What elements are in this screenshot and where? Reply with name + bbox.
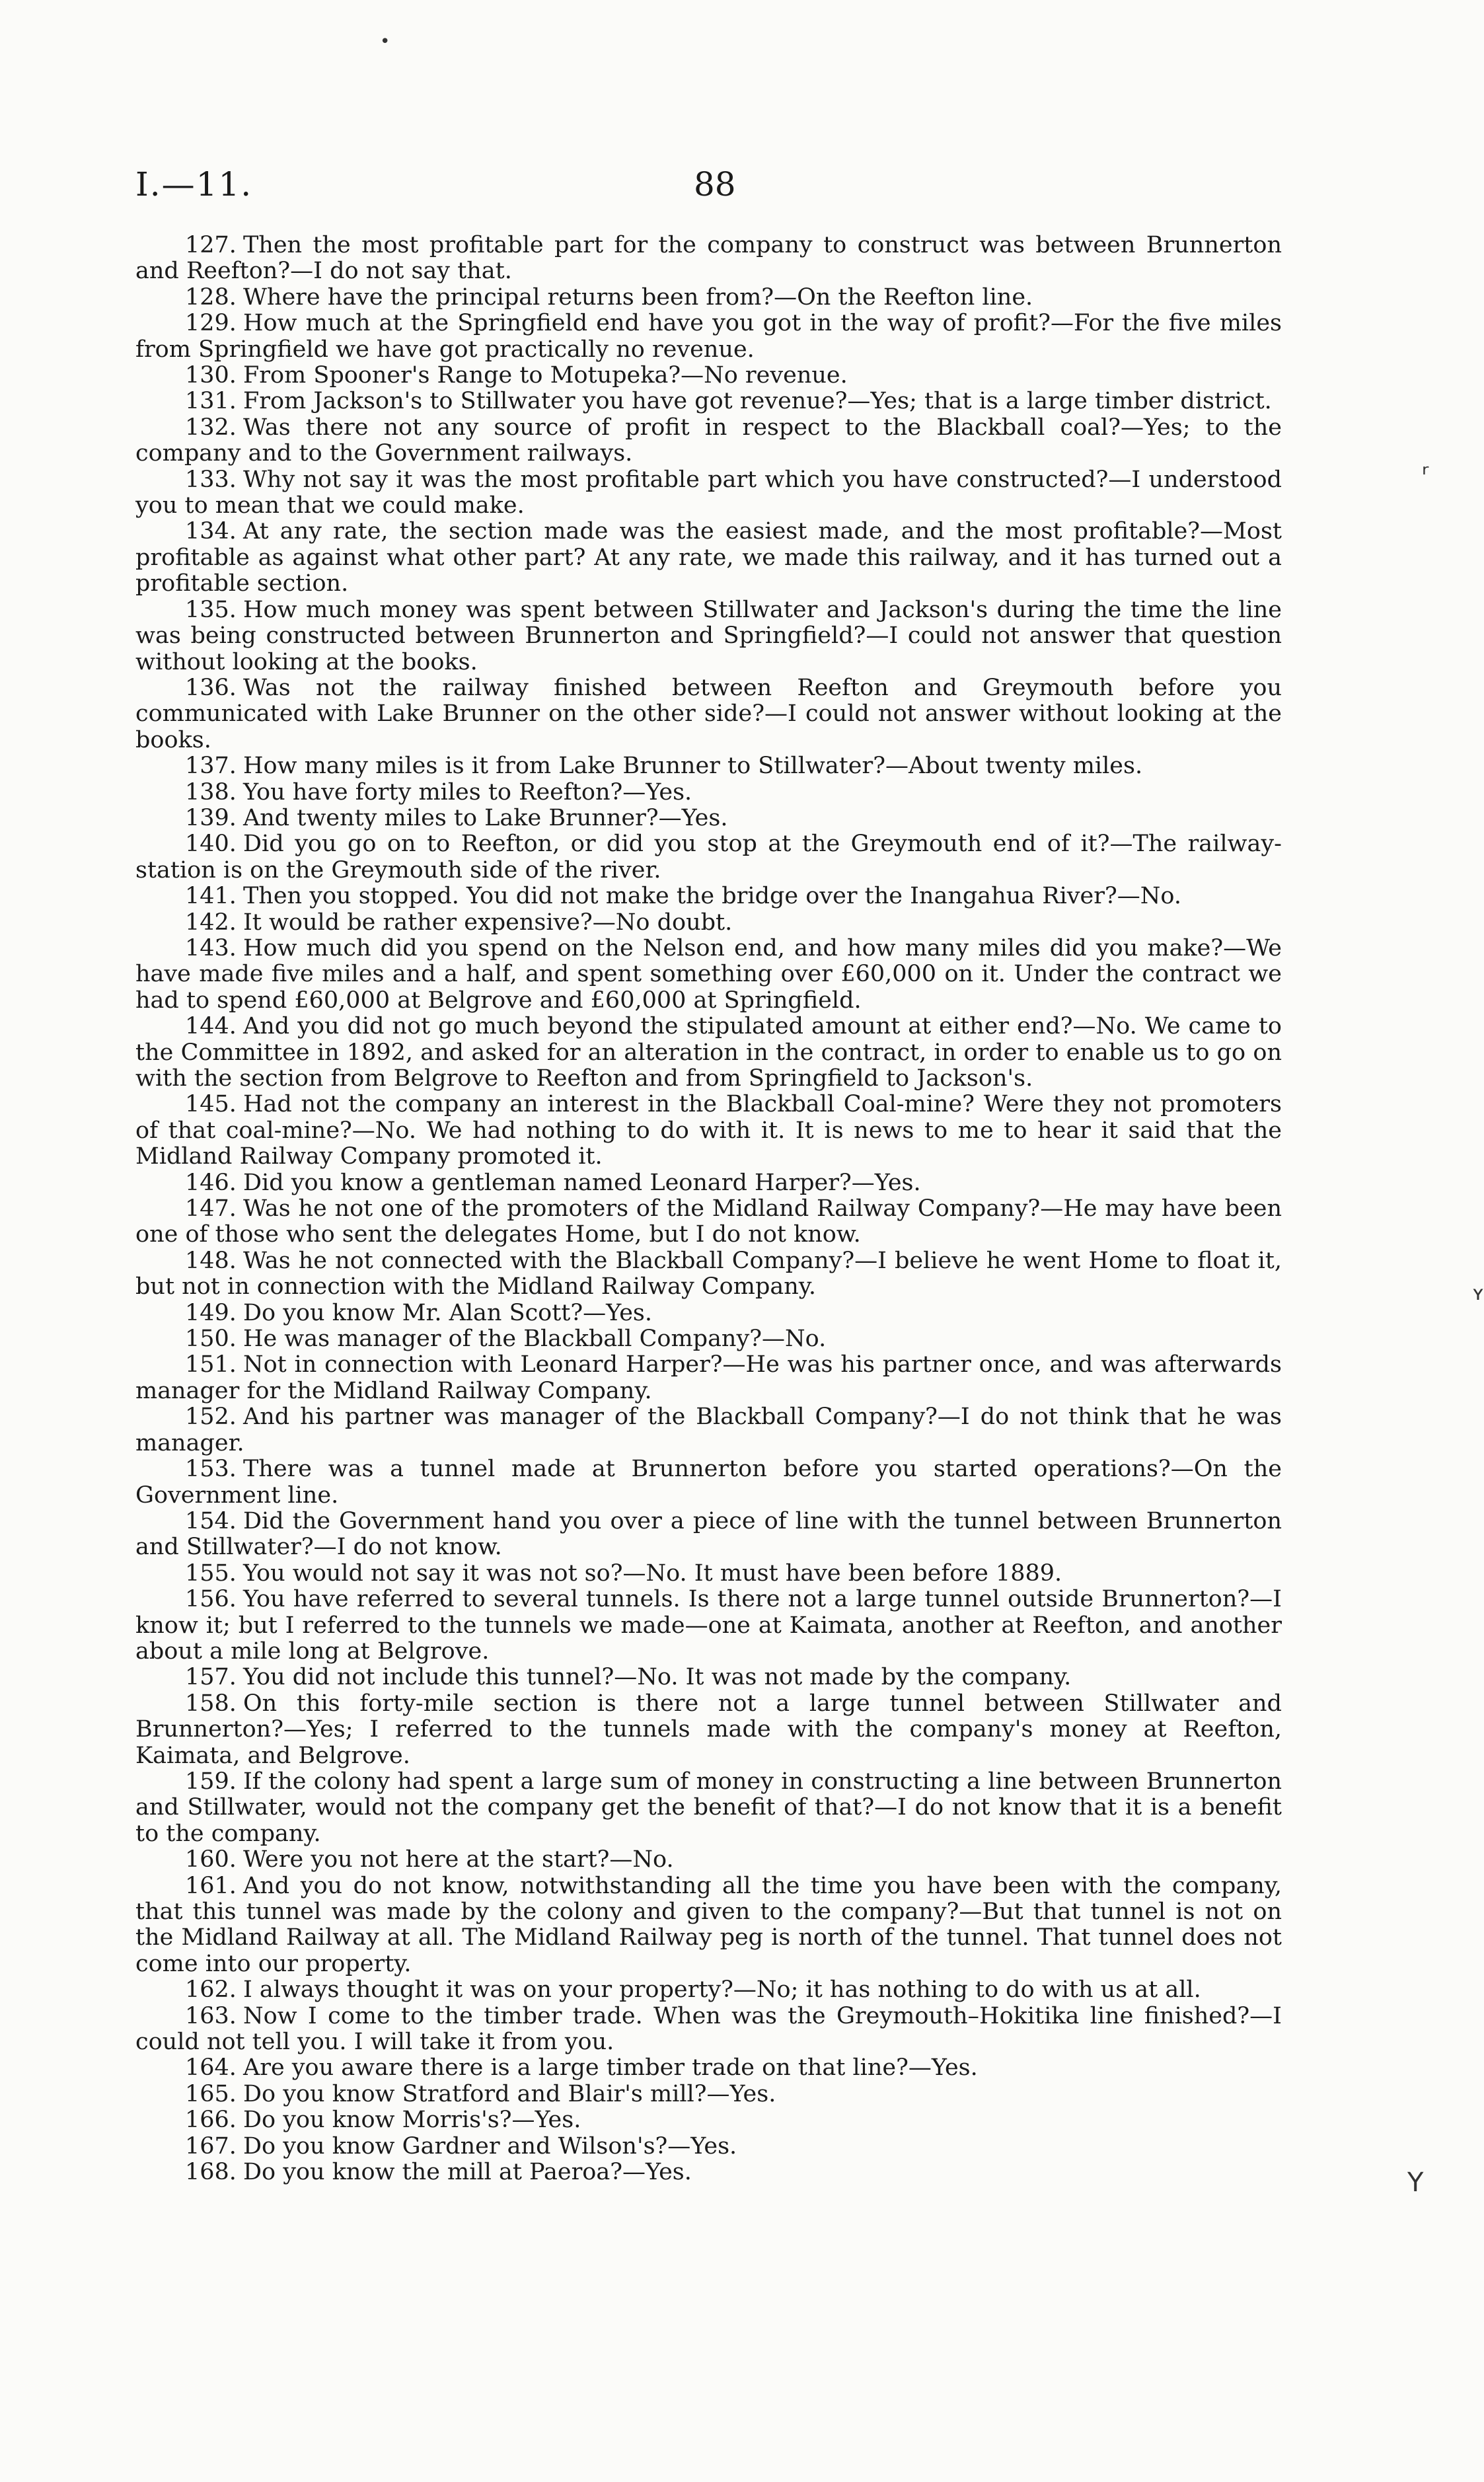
question-text: You did not include this tunnel?—No. It was not made by the company. [242,1664,1072,1691]
question-text: He was manager of the Blackball Company?—No. [242,1326,827,1353]
question-text: Then the most profitable part for the company to construct was between Brunnerton and Reefton?—I do not say that. [135,232,1282,285]
question-number: 130. [185,362,237,389]
qa-paragraph [135,285,1282,311]
question-text: Do you know the mill at Paeroa?—Yes. [242,2159,692,2186]
qa-paragraph [135,1509,1282,1561]
qa-paragraph [135,1092,1282,1170]
question-text: Were you not here at the start?—No. [242,1846,674,1873]
question-number: 162. [185,1976,237,2004]
question-text: There was a tunnel made at Brunnerton before you started operations?—On the Government line. [135,1456,1282,1509]
question-text: How many miles is it from Lake Brunner to Stillwater?—About twenty miles. [242,753,1143,780]
question-text: Now I come to the timber trade. When was the Greymouth–Hokitika line finished?—I could not tell you. I will take it from you. [135,2002,1282,2056]
qa-paragraph [135,1561,1282,1587]
question-number: 156. [185,1586,237,1613]
question-text: Do you know Morris's?—Yes. [242,2107,581,2134]
question-number: 159. [185,1768,237,1795]
question-number: 166. [185,2107,237,2134]
qa-paragraph [135,415,1282,467]
qa-paragraph [135,1248,1282,1300]
question-number: 144. [185,1013,237,1040]
qa-paragraph [135,1326,1282,1352]
question-text: You have referred to several tunnels. Is there not a large tunnel outside Brunnerton?—I know it; but I referred to the tunnels we made—one at Kaimata, another at Reefton, and another about a mile long at Belgrove. [135,1586,1282,1665]
qa-paragraph [135,1300,1282,1326]
qa-paragraph [135,675,1282,753]
question-text: Was he not connected with the Blackball Company?—I believe he went Home to float it, but not in connection with the Midland Railway Company. [135,1247,1282,1300]
qa-paragraph [135,2160,1282,2185]
page-number: 88 [694,165,736,204]
qa-paragraph [135,2004,1282,2056]
question-number: 131. [185,388,237,415]
question-text: Did you know a gentleman named Leonard Harper?—Yes. [242,1169,921,1196]
question-number: 165. [185,2080,237,2107]
question-text: And his partner was manager of the Blackball Company?—I do not think that he was manager. [135,1404,1282,1456]
question-number: 148. [185,1247,237,1274]
qa-paragraph [135,806,1282,831]
qa-paragraph [135,1196,1282,1248]
qa-paragraph [135,2082,1282,2107]
question-text: Was not the railway finished between Reefton and Greymouth before you communicated with Lake Brunner on the other side?—I could not answer without looking at the books. [135,674,1282,753]
question-text: And you do not know, notwithstanding all the time you have been with the company, that this tunnel was made by the colony and given to the company?—But that tunnel is not on the Midland Railway at all. The Midland Railway peg is north of the tunnel. That tunnel does not come into our property. [135,1872,1282,1977]
question-text: Are you aware there is a large timber trade on that line?—Yes. [242,2054,978,2082]
question-text: And twenty miles to Lake Brunner?—Yes. [242,804,728,831]
qa-paragraph [135,753,1282,779]
question-number: 134. [185,518,237,545]
question-text: On this forty-mile section is there not a large tunnel between Stillwater and Brunnerton?—Yes; I referred to the tunnels made with the company's money at Reefton, Kaimata, and Belgrove. [135,1690,1282,1769]
question-text: How much money was spent between Stillwater and Jackson's during the time the line was being constructed between Brunnerton and Springfield?—I could not answer that question without looking at the books. [135,596,1282,675]
question-number: 168. [185,2159,237,2186]
question-text: I always thought it was on your property?—No; it has nothing to do with us at all. [242,1976,1201,2004]
question-number: 143. [185,934,237,961]
question-text: You would not say it was not so?—No. It must have been before 1889. [242,1560,1062,1587]
question-text: How much did you spend on the Nelson end, and how many miles did you make?—We have made five miles and a half, and spent something over £60,000 on it. Under the contract we had to spend £60,000 at Belgrove and £60,000 at Springfield. [135,934,1282,1014]
question-text: Did you go on to Reefton, or did you stop at the Greymouth end of it?—The railway-station is on the Greymouth side of the river. [135,831,1282,884]
qa-paragraph [135,1769,1282,1847]
question-number: 139. [185,804,237,831]
qa-paragraph [135,1587,1282,1665]
question-text: Then you stopped. You did not make the bridge over the Inangahua River?—No. [242,883,1181,910]
question-number: 163. [185,2002,237,2029]
qa-paragraph [135,1456,1282,1509]
question-number: 146. [185,1169,237,1196]
question-number: 129. [185,310,237,337]
qa-paragraph [135,389,1282,414]
qa-paragraph [135,233,1282,285]
question-text: Was he not one of the promoters of the Midland Railway Company?—He may have been one of those who sent the delegates Home, but I do not know. [135,1195,1282,1248]
qa-paragraph [135,780,1282,806]
question-text: And you did not go much beyond the stipulated amount at either end?—No. We came to the Committee in 1892, and asked for an alteration in the contract, in order to enable us to go on with the section from Belgrove to Reefton and from Springfield to Jackson's. [135,1013,1282,1092]
question-number: 140. [185,831,237,858]
qa-paragraph [135,2107,1282,2133]
qa-paragraph [135,1847,1282,1873]
question-number: 142. [185,909,237,936]
question-text: How much at the Springfield end have you got in the way of profit?—For the five miles from Springfield we have got practically no revenue. [135,310,1282,363]
question-number: 160. [185,1846,237,1873]
question-text: From Spooner's Range to Motupeka?—No revenue. [242,362,848,389]
question-number: 155. [185,1560,237,1587]
qa-paragraph [135,519,1282,597]
question-number: 161. [185,1872,237,1899]
qa-paragraph [135,311,1282,363]
question-number: 150. [185,1326,237,1353]
document-reference: I.—11. [135,165,253,204]
question-number: 153. [185,1456,237,1483]
qa-paragraph [135,2055,1282,2081]
question-number: 138. [185,778,237,806]
question-number: 132. [185,414,237,441]
qa-paragraph [135,2134,1282,2160]
question-number: 128. [185,283,237,311]
scan-mark: ʏ [1472,1282,1484,1305]
qa-paragraph [135,1404,1282,1456]
question-number: 136. [185,674,237,701]
question-text: Not in connection with Leonard Harper?—He was his partner once, and was afterwards manager for the Midland Railway Company. [135,1351,1282,1404]
scan-mark: ᵣ [1422,451,1429,481]
question-text: Had not the company an interest in the Blackball Coal-mine? Were they not promoters of that coal-mine?—No. We had nothing to do with it. It is news to me to hear it said that the Midland Railway Company promoted it. [135,1091,1282,1170]
question-text: Did the Government hand you over a piece of line with the tunnel between Brunnerton and Stillwater?—I do not know. [135,1507,1282,1561]
qa-paragraph [135,831,1282,884]
page-header [135,165,1292,211]
question-text: Do you know Gardner and Wilson's?—Yes. [242,2132,737,2160]
qa-paragraph [135,936,1282,1014]
question-text: It would be rather expensive?—No doubt. [242,909,733,936]
qa-paragraph [135,1665,1282,1690]
qa-paragraph [135,1352,1282,1404]
question-number: 133. [185,466,237,493]
question-text: You have forty miles to Reefton?—Yes. [242,778,692,806]
question-number: 145. [185,1091,237,1118]
qa-paragraph [135,363,1282,389]
question-text: Was there not any source of profit in respect to the Blackball coal?—Yes; to the company and to the Government railways. [135,414,1282,467]
qa-paragraph [135,1691,1282,1769]
question-number: 149. [185,1299,237,1326]
qa-paragraph [135,1873,1282,1978]
question-number: 157. [185,1664,237,1691]
question-number: 147. [185,1195,237,1222]
evidence-question-list [135,233,1282,2185]
qa-paragraph [135,884,1282,909]
scan-mark: Υ [1407,2167,1424,2198]
question-number: 137. [185,753,237,780]
question-number: 154. [185,1507,237,1534]
qa-paragraph [135,467,1282,519]
question-number: 141. [185,883,237,910]
question-text: If the colony had spent a large sum of money in constructing a line between Brunnerton and Stillwater, would not the company get the benefit of that?—I do not know that it is a benefit to the company. [135,1768,1282,1847]
question-text: From Jackson's to Stillwater you have got revenue?—Yes; that is a large timber district. [242,388,1272,415]
qa-paragraph [135,597,1282,675]
question-number: 152. [185,1404,237,1431]
qa-paragraph [135,1014,1282,1092]
question-number: 164. [185,2054,237,2082]
question-text: At any rate, the section made was the easiest made, and the most profitable?—Most profitable as against what other part? At any rate, we made this railway, and it has turned out a profitable section. [135,518,1282,597]
qa-paragraph [135,910,1282,936]
question-number: 158. [185,1690,237,1717]
question-text: Where have the principal returns been from?—On the Reefton line. [242,283,1033,311]
question-number: 135. [185,596,237,623]
qa-paragraph [135,1977,1282,2003]
question-number: 127. [185,232,237,258]
question-number: 167. [185,2132,237,2160]
question-number: 151. [185,1351,237,1378]
question-text: Do you know Mr. Alan Scott?—Yes. [242,1299,652,1326]
question-text: Why not say it was the most profitable part which you have constructed?—I understood you to mean that we could make. [135,466,1282,519]
question-text: Do you know Stratford and Blair's mill?—Yes. [242,2080,776,2107]
qa-paragraph [135,1170,1282,1196]
scan-speck: • [380,32,390,52]
